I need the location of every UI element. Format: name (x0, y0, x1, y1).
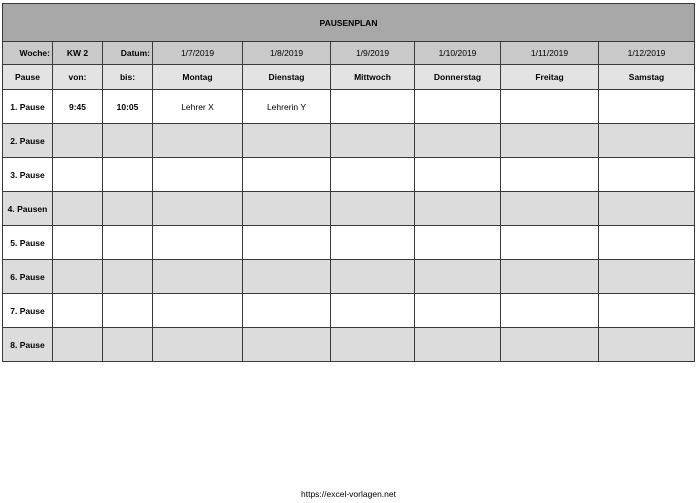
bis-cell[interactable] (103, 124, 153, 158)
schedule-cell[interactable] (415, 124, 501, 158)
bis-cell[interactable] (103, 328, 153, 362)
footer-url: https://excel-vorlagen.net (301, 489, 396, 499)
schedule-cell[interactable] (501, 328, 599, 362)
schedule-cell[interactable]: Lehrerin Y (243, 90, 331, 124)
table-row (3, 328, 695, 362)
schedule-cell[interactable] (415, 158, 501, 192)
schedule-cell[interactable] (153, 226, 243, 260)
row-label[interactable]: 6. Pause (3, 260, 53, 294)
bis-cell[interactable] (103, 260, 153, 294)
schedule-cell[interactable] (599, 294, 695, 328)
row-label[interactable]: 5. Pause (3, 226, 53, 260)
schedule-cell[interactable] (501, 192, 599, 226)
schedule-cell[interactable] (243, 158, 331, 192)
row-label[interactable]: 3. Pause (3, 158, 53, 192)
bis-cell[interactable] (103, 158, 153, 192)
row-label[interactable]: 1. Pause (3, 90, 53, 124)
date-cell[interactable]: 1/12/2019 (599, 42, 695, 65)
schedule-cell[interactable] (243, 192, 331, 226)
table-row (3, 294, 695, 328)
page-title[interactable]: PAUSENPLAN (3, 4, 695, 42)
schedule-cell[interactable] (153, 260, 243, 294)
schedule-cell[interactable] (243, 294, 331, 328)
schedule-cell[interactable] (599, 226, 695, 260)
schedule-cell[interactable] (415, 260, 501, 294)
table-row (3, 192, 695, 226)
von-cell[interactable] (53, 294, 103, 328)
schedule-cell[interactable] (331, 124, 415, 158)
von-cell[interactable] (53, 124, 103, 158)
schedule-cell[interactable] (153, 328, 243, 362)
col-header-von[interactable]: von: (53, 65, 103, 90)
schedule-cell[interactable] (599, 260, 695, 294)
schedule-cell[interactable] (331, 90, 415, 124)
datum-label[interactable]: Datum: (103, 42, 153, 65)
row-label[interactable]: 4. Pausen (3, 192, 53, 226)
schedule-cell[interactable] (599, 90, 695, 124)
schedule-cell[interactable] (243, 260, 331, 294)
table-row (3, 90, 695, 124)
table-row (3, 260, 695, 294)
schedule-cell[interactable] (415, 192, 501, 226)
col-header-pause[interactable]: Pause (3, 65, 53, 90)
von-cell[interactable] (53, 260, 103, 294)
schedule-cell[interactable] (415, 90, 501, 124)
schedule-cell[interactable] (153, 124, 243, 158)
bis-cell[interactable] (103, 226, 153, 260)
date-cell[interactable]: 1/9/2019 (331, 42, 415, 65)
schedule-cell[interactable] (501, 294, 599, 328)
col-header-day[interactable]: Dienstag (243, 65, 331, 90)
date-cell[interactable]: 1/7/2019 (153, 42, 243, 65)
woche-value[interactable]: KW 2 (53, 42, 103, 65)
table-row (3, 158, 695, 192)
schedule-cell[interactable] (415, 226, 501, 260)
schedule-cell[interactable] (153, 294, 243, 328)
schedule-cell[interactable] (599, 124, 695, 158)
row-label[interactable]: 7. Pause (3, 294, 53, 328)
schedule-cell[interactable] (599, 192, 695, 226)
von-cell[interactable] (53, 226, 103, 260)
bis-cell[interactable]: 10:05 (103, 90, 153, 124)
schedule-cell[interactable] (501, 226, 599, 260)
bis-cell[interactable] (103, 192, 153, 226)
schedule-cell[interactable] (331, 294, 415, 328)
date-cell[interactable]: 1/11/2019 (501, 42, 599, 65)
col-header-bis[interactable]: bis: (103, 65, 153, 90)
table-row (3, 124, 695, 158)
von-cell[interactable] (53, 158, 103, 192)
schedule-cell[interactable] (599, 328, 695, 362)
row-label[interactable]: 8. Pause (3, 328, 53, 362)
schedule-cell[interactable] (153, 192, 243, 226)
pausenplan-table (2, 3, 695, 362)
schedule-cell[interactable] (331, 260, 415, 294)
schedule-cell[interactable] (331, 158, 415, 192)
schedule-cell[interactable] (501, 158, 599, 192)
schedule-cell[interactable] (243, 124, 331, 158)
col-header-day[interactable]: Samstag (599, 65, 695, 90)
schedule-cell[interactable] (415, 294, 501, 328)
woche-label[interactable]: Woche: (3, 42, 53, 65)
schedule-cell[interactable] (599, 158, 695, 192)
schedule-cell[interactable] (501, 260, 599, 294)
bis-cell[interactable] (103, 294, 153, 328)
schedule-cell[interactable]: Lehrer X (153, 90, 243, 124)
schedule-cell[interactable] (331, 226, 415, 260)
schedule-cell[interactable] (415, 328, 501, 362)
schedule-cell[interactable] (501, 90, 599, 124)
von-cell[interactable]: 9:45 (53, 90, 103, 124)
schedule-cell[interactable] (153, 158, 243, 192)
schedule-cell[interactable] (331, 192, 415, 226)
col-header-day[interactable]: Donnerstag (415, 65, 501, 90)
col-header-day[interactable]: Montag (153, 65, 243, 90)
von-cell[interactable] (53, 328, 103, 362)
von-cell[interactable] (53, 192, 103, 226)
date-cell[interactable]: 1/8/2019 (243, 42, 331, 65)
schedule-cell[interactable] (243, 328, 331, 362)
row-label[interactable]: 2. Pause (3, 124, 53, 158)
schedule-cell[interactable] (243, 226, 331, 260)
table-row (3, 226, 695, 260)
schedule-cell[interactable] (331, 328, 415, 362)
col-header-day[interactable]: Freitag (501, 65, 599, 90)
col-header-day[interactable]: Mittwoch (331, 65, 415, 90)
date-cell[interactable]: 1/10/2019 (415, 42, 501, 65)
schedule-cell[interactable] (501, 124, 599, 158)
